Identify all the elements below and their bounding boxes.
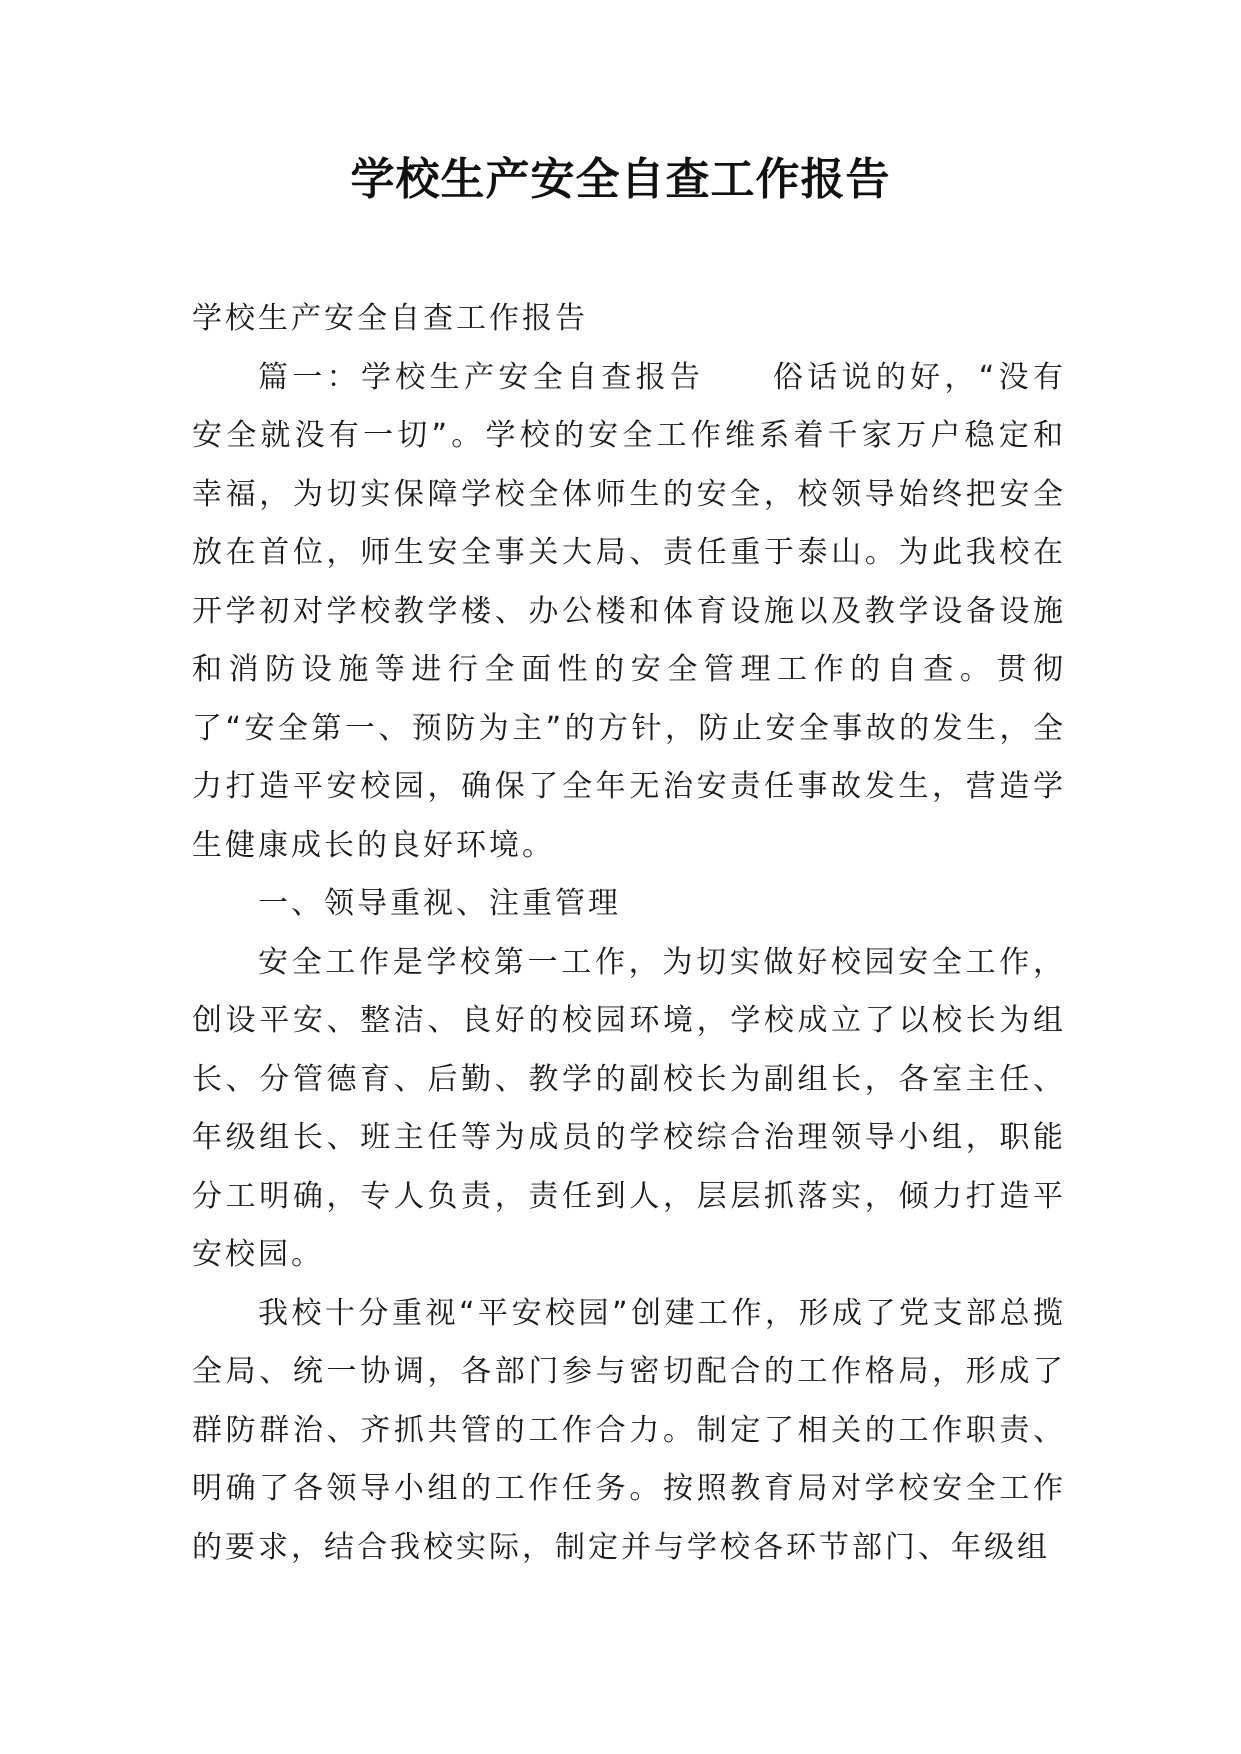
paragraph-safe-campus: 我校十分重视“平安校园”创建工作，形成了党支部总揽全局、统一协调，各部门参与密切配合的工作格局，形成了群防群治、齐抓共管的工作合力。制定了相关的工作职责、明确了各领导小组的工作任务。按照教育局对学校安全工作的要求，结合我校实际，制定并与学校各环节部门、年级组 xyxy=(192,1295,1066,1565)
document-subtitle: 学校生产安全自查工作报告 xyxy=(192,301,588,336)
paragraph-leadership: 安全工作是学校第一工作，为切实做好校园安全工作，创设平安、整洁、良好的校园环境，学校成立了以校长为组长、分管德育、后勤、教学的副校长为副组长，各室主任、年级组长、班主任等为成员的学校综合治理领导小组，职能分工明确，专人负责，责任到人，层层抓落实，倾力打造平安校园。 xyxy=(192,944,1066,1272)
paragraph-intro: 篇一：学校生产安全自查报告 俗话说的好，“没有安全就没有一切”。学校的安全工作维系着千家万户稳定和幸福，为切实保障学校全体师生的安全，校领导始终把安全放在首位，师生安全事关大局、责任重于泰山。为此我校在开学初对学校教学楼、办公楼和体育设施以及教学设备设施和消防设施等进行全面性的安全管理工作的自查。贯彻了“安全第一、预防为主”的方针，防止安全事故的发生，全力打造平安校园，确保了全年无治安责任事故发生，营造学生健康成长的良好环境。 xyxy=(192,359,1066,863)
document-title: 学校生产安全自查工作报告 xyxy=(350,154,891,205)
section-heading-leadership: 一、领导重视、注重管理 xyxy=(258,886,621,921)
document-body xyxy=(192,290,1066,1577)
